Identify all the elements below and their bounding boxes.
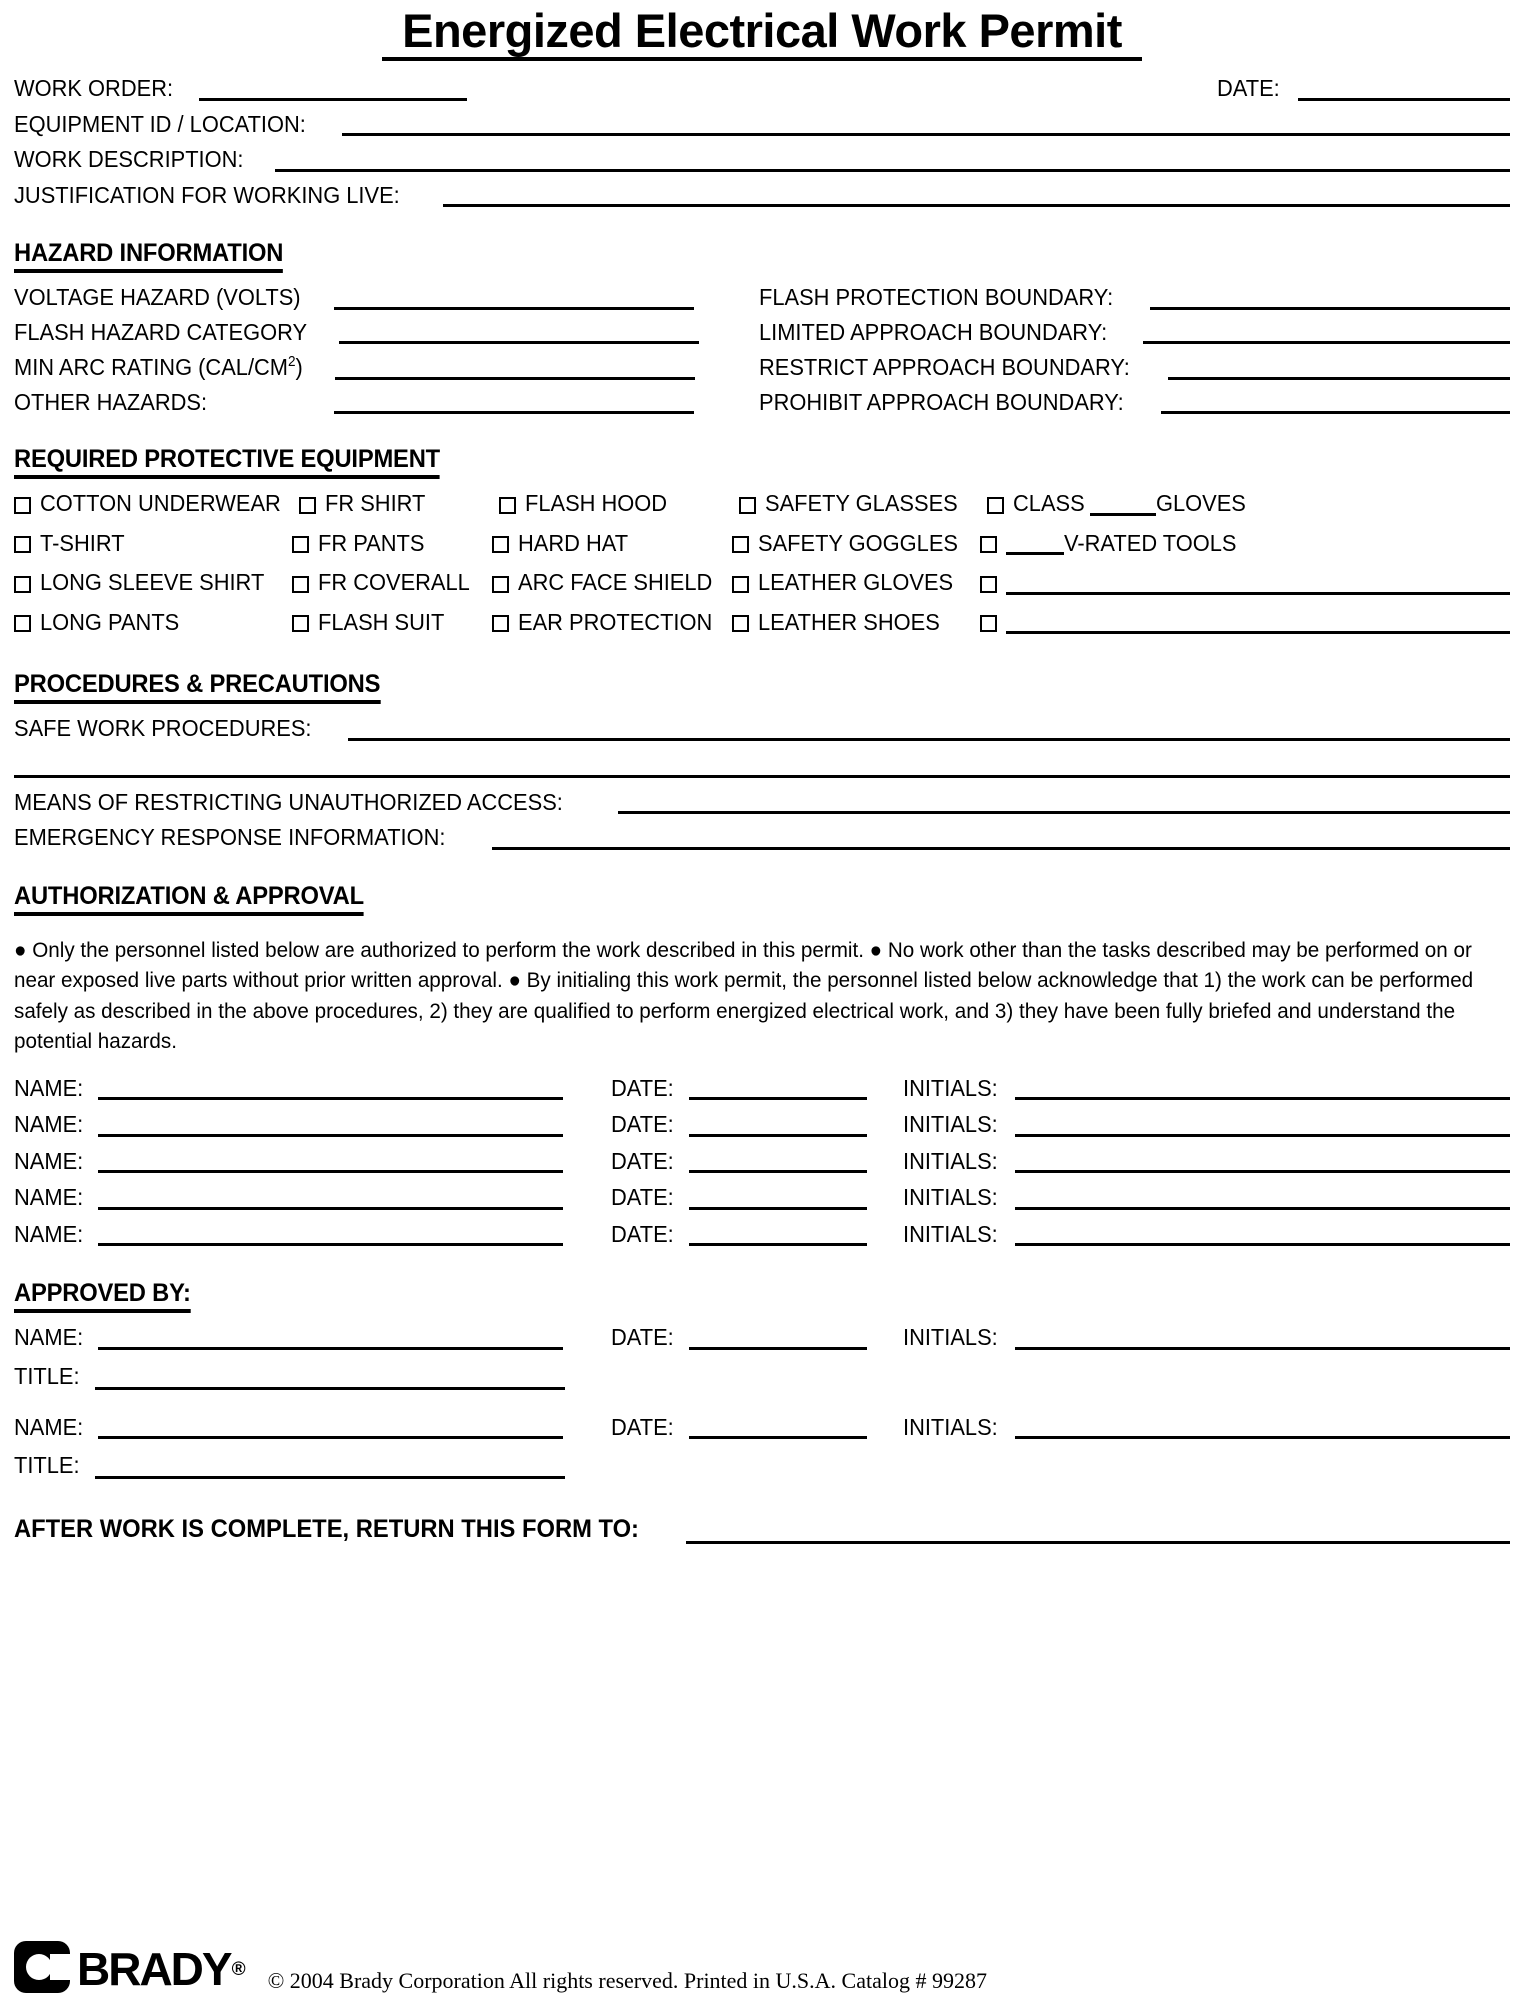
ppe-item-label: FR COVERALL: [318, 569, 470, 596]
name-label: NAME:: [14, 1220, 84, 1247]
ppe-item-label: T-SHIRT: [40, 529, 125, 556]
field-row-means-access: [14, 788, 1510, 815]
initials-label: INITIALS:: [902, 1220, 998, 1247]
voltage-hazard-input[interactable]: [334, 288, 694, 310]
field-row-equipment-id: [14, 110, 1510, 137]
ppe-row: [14, 571, 1510, 595]
hazard-left-min-arc: [14, 355, 759, 379]
hazard-right-limited-boundary: [759, 318, 1510, 345]
field-row-emergency-response: [14, 826, 1510, 850]
initials-label: INITIALS:: [902, 1184, 998, 1211]
emergency-response-input[interactable]: [492, 827, 1510, 850]
hazard-row-voltage: [14, 286, 1510, 310]
checkbox-icon[interactable]: [292, 536, 309, 553]
checkbox-icon[interactable]: [14, 576, 31, 593]
emergency-response-label: EMERGENCY RESPONSE INFORMATION:: [14, 824, 446, 851]
ppe-item-flash-suit[interactable]: [292, 608, 492, 635]
name-label: NAME:: [14, 1111, 84, 1138]
approver-title-label: TITLE:: [14, 1452, 80, 1479]
approver-date-input[interactable]: [689, 1417, 867, 1439]
date-input[interactable]: [689, 1115, 867, 1137]
ppe-item-label: ARC FACE SHIELD: [518, 569, 713, 596]
other-hazards-input[interactable]: [334, 392, 694, 414]
name-label: NAME:: [14, 1147, 84, 1174]
checkbox-icon[interactable]: [499, 497, 516, 514]
ppe-item-label: COTTON UNDERWEAR: [40, 490, 281, 517]
ppe-row: [14, 608, 1510, 635]
checkbox-icon[interactable]: [987, 497, 1004, 514]
min-arc-rating-input[interactable]: [335, 358, 695, 380]
name-input[interactable]: [98, 1078, 563, 1100]
min-arc-rating-label: [14, 355, 303, 379]
ppe-item-safety-glasses[interactable]: [739, 492, 987, 516]
approver-name-input[interactable]: [98, 1417, 563, 1439]
approver-name-input[interactable]: [98, 1328, 563, 1350]
hazard-left-voltage: [14, 286, 759, 310]
initials-input[interactable]: [1015, 1188, 1510, 1210]
date-label: DATE:: [611, 1147, 675, 1174]
checkbox-icon[interactable]: [14, 536, 31, 553]
ppe-item-label-suffix: GLOVES: [1156, 490, 1246, 517]
section-heading-hazard: HAZARD INFORMATION: [14, 239, 283, 273]
ppe-item-long-pants[interactable]: [14, 608, 292, 635]
ppe-item-long-sleeve-shirt[interactable]: [14, 571, 292, 595]
name-input[interactable]: [98, 1188, 563, 1210]
checkbox-icon[interactable]: [14, 615, 31, 632]
checkbox-icon[interactable]: [980, 615, 997, 632]
checkbox-icon[interactable]: [732, 615, 749, 632]
safe-work-procedures-input-line2[interactable]: [14, 753, 1510, 778]
ppe-grid: [14, 492, 1510, 634]
name-label: NAME:: [14, 1074, 84, 1101]
permit-document: [0, 6, 1524, 2006]
ppe-item-label: LEATHER GLOVES: [758, 569, 954, 596]
ppe-item-label: EAR PROTECTION: [518, 608, 713, 635]
justification-label: JUSTIFICATION FOR WORKING LIVE:: [14, 181, 400, 208]
equipment-id-input[interactable]: [342, 113, 1510, 136]
flash-protection-boundary-input[interactable]: [1150, 288, 1510, 310]
date-input[interactable]: [689, 1188, 867, 1210]
checkbox-icon[interactable]: [739, 497, 756, 514]
date-input[interactable]: [689, 1078, 867, 1100]
prohibit-approach-boundary-label: PROHIBIT APPROACH BOUNDARY:: [759, 388, 1124, 415]
ppe-item-fr-pants[interactable]: [292, 529, 492, 556]
approver-row: [14, 1413, 1510, 1440]
name-input[interactable]: [98, 1224, 563, 1246]
ppe-item-label: FLASH SUIT: [318, 608, 445, 635]
date-input[interactable]: [689, 1151, 867, 1173]
ppe-item-label: FLASH HOOD: [524, 490, 668, 517]
ppe-item-label: SAFETY GOGGLES: [758, 529, 958, 556]
hazard-left-flash-category: [14, 318, 759, 345]
ppe-item-hard-hat[interactable]: [492, 529, 732, 556]
approver-initials-label: INITIALS:: [902, 1413, 998, 1440]
ppe-item-arc-face-shield[interactable]: [492, 571, 732, 595]
checkbox-icon[interactable]: [732, 536, 749, 553]
checkbox-icon[interactable]: [980, 576, 997, 593]
approver-initials-input[interactable]: [1015, 1417, 1510, 1439]
approver-title-label: TITLE:: [14, 1362, 80, 1389]
means-restricting-access-label: MEANS OF RESTRICTING UNAUTHORIZED ACCESS:: [14, 788, 563, 815]
section-heading-approved-by: APPROVED BY:: [14, 1279, 191, 1313]
date-label: DATE:: [611, 1220, 675, 1247]
header-date-label: DATE:: [1216, 75, 1280, 102]
initials-label: INITIALS:: [902, 1147, 998, 1174]
restrict-approach-boundary-input[interactable]: [1168, 358, 1510, 380]
ppe-item-leather-shoes[interactable]: [732, 608, 980, 635]
min-arc-rating-text: MIN ARC RATING (CAL/CM: [14, 354, 289, 381]
approver-date-input[interactable]: [689, 1328, 867, 1350]
name-label: NAME:: [14, 1184, 84, 1211]
after-work-return-input[interactable]: [686, 1521, 1510, 1544]
date-label: DATE:: [611, 1074, 675, 1101]
ppe-custom-input[interactable]: [1006, 573, 1510, 595]
footer: [14, 1941, 987, 1998]
approver-title-input[interactable]: [95, 1368, 565, 1390]
initials-label: INITIALS:: [902, 1111, 998, 1138]
ppe-item-t-shirt[interactable]: [14, 529, 292, 556]
date-input[interactable]: [689, 1224, 867, 1246]
ppe-item-custom-1[interactable]: [980, 573, 1510, 595]
authorization-person-row: [14, 1113, 1510, 1137]
brady-logo: [14, 1941, 246, 1998]
field-row-safe-work-procedures: [14, 717, 1510, 741]
field-row-justification: [14, 181, 1510, 208]
approver-date-label: DATE:: [611, 1324, 675, 1351]
initials-label: INITIALS:: [902, 1074, 998, 1101]
ppe-item-label: LONG SLEEVE SHIRT: [40, 569, 265, 596]
work-description-label: WORK DESCRIPTION:: [14, 146, 244, 173]
limited-approach-boundary-label: LIMITED APPROACH BOUNDARY:: [759, 318, 1108, 345]
approver-name-label: NAME:: [14, 1324, 84, 1351]
section-heading-procedures: PROCEDURES & PRECAUTIONS: [14, 670, 380, 704]
initials-input[interactable]: [1015, 1078, 1510, 1100]
authorization-paragraph: ● Only the personnel listed below are authorized to perform the work described in this permit. ● No work other than the tasks described may be performed on or near exposed live parts without prior written approval. ● By initialing this work permit, the personnel listed below acknowledge that 1) the work can be performed safely as described in the above procedures, 2) they are qualified to perform energized electrical work, and 3) they have been fully briefed and understand the potential hazards.: [14, 937, 1474, 1054]
after-work-return-row: [14, 1515, 1510, 1544]
copyright-text: © 2004 Brady Corporation All rights reserved. Printed in U.S.A. Catalog # 99287: [267, 1968, 987, 1993]
name-input[interactable]: [98, 1151, 563, 1173]
glove-class-input[interactable]: [1090, 496, 1156, 516]
ppe-row: [14, 529, 1510, 556]
ppe-item-custom-2[interactable]: [980, 612, 1510, 634]
checkbox-icon[interactable]: [292, 576, 309, 593]
authorization-person-row: [14, 1220, 1510, 1247]
approver-initials-label: INITIALS:: [902, 1324, 998, 1351]
ppe-item-ear-protection[interactable]: [492, 608, 732, 635]
ppe-item-cotton-underwear[interactable]: [14, 492, 299, 516]
ppe-item-class-gloves[interactable]: [987, 492, 1510, 516]
ppe-item-v-rated-tools[interactable]: [980, 529, 1510, 556]
approver-date-label: DATE:: [611, 1413, 675, 1440]
hazard-right-prohibit-boundary: [759, 388, 1510, 415]
hazard-row-flash-category: [14, 318, 1510, 345]
voltage-hazard-label: VOLTAGE HAZARD (VOLTS): [14, 284, 301, 311]
registered-trademark-icon: ®: [231, 1958, 246, 1980]
header-date-input[interactable]: [1298, 78, 1510, 101]
approver-title-row: [14, 1452, 1510, 1479]
checkbox-icon[interactable]: [492, 615, 509, 632]
hazard-grid: [14, 286, 1510, 414]
ppe-item-label: V-RATED TOOLS: [1064, 529, 1237, 556]
means-restricting-access-input[interactable]: [618, 791, 1510, 814]
approver-title-row: [14, 1363, 1510, 1390]
checkbox-icon[interactable]: [732, 576, 749, 593]
title-underline: [382, 57, 1142, 61]
hazard-row-min-arc-rating: [14, 355, 1510, 379]
ppe-item-fr-shirt[interactable]: [299, 492, 499, 516]
approver-title-input[interactable]: [95, 1457, 565, 1479]
checkbox-icon[interactable]: [299, 497, 316, 514]
ppe-item-label: LEATHER SHOES: [758, 608, 940, 635]
approver-row: [14, 1326, 1510, 1350]
date-label: DATE:: [611, 1111, 675, 1138]
hazard-right-flash-boundary: [759, 286, 1510, 310]
prohibit-approach-boundary-input[interactable]: [1161, 392, 1510, 414]
name-input[interactable]: [98, 1115, 563, 1137]
authorization-person-row: [14, 1186, 1510, 1210]
ppe-item-safety-goggles[interactable]: [732, 529, 980, 556]
restrict-approach-boundary-label: RESTRICT APPROACH BOUNDARY:: [759, 354, 1130, 381]
initials-input[interactable]: [1015, 1224, 1510, 1246]
approver-initials-input[interactable]: [1015, 1328, 1510, 1350]
equipment-id-label: EQUIPMENT ID / LOCATION:: [14, 110, 306, 137]
section-heading-authorization: AUTHORIZATION & APPROVAL: [14, 882, 364, 916]
initials-input[interactable]: [1015, 1151, 1510, 1173]
hazard-right-restrict-boundary: [759, 356, 1510, 380]
ppe-item-label: FR PANTS: [318, 529, 425, 556]
hazard-row-other-hazards: [14, 388, 1510, 415]
initials-input[interactable]: [1015, 1115, 1510, 1137]
page-title: Energized Electrical Work Permit: [402, 4, 1122, 57]
checkbox-icon[interactable]: [14, 497, 31, 514]
flash-hazard-category-input[interactable]: [339, 322, 699, 344]
authorization-person-row: [14, 1147, 1510, 1174]
approver-name-label: NAME:: [14, 1413, 84, 1440]
checkbox-icon[interactable]: [492, 576, 509, 593]
work-order-input[interactable]: [199, 78, 467, 101]
brady-logo-mark-icon: [14, 1941, 70, 1998]
ppe-item-leather-gloves[interactable]: [732, 571, 980, 595]
flash-protection-boundary-label: FLASH PROTECTION BOUNDARY:: [759, 284, 1114, 311]
field-row-work-order: [14, 77, 1510, 101]
flash-hazard-category-label: FLASH HAZARD CATEGORY: [14, 318, 308, 345]
ppe-custom-input[interactable]: [1006, 612, 1510, 634]
other-hazards-label: OTHER HAZARDS:: [14, 388, 208, 415]
ppe-item-label: SAFETY GLASSES: [764, 490, 958, 517]
ppe-item-label: CLASS: [1012, 490, 1085, 517]
safe-work-procedures-input[interactable]: [348, 718, 1510, 741]
limited-approach-boundary-input[interactable]: [1143, 322, 1510, 344]
ppe-item-label: HARD HAT: [518, 529, 629, 556]
work-description-input[interactable]: [275, 149, 1510, 172]
date-label: DATE:: [611, 1184, 675, 1211]
field-row-work-description: [14, 148, 1510, 172]
checkbox-icon[interactable]: [980, 536, 997, 553]
ppe-row: [14, 492, 1510, 516]
safe-work-procedures-label: SAFE WORK PROCEDURES:: [14, 715, 312, 742]
after-work-return-label: AFTER WORK IS COMPLETE, RETURN THIS FORM TO:: [14, 1515, 639, 1544]
work-order-label: WORK ORDER:: [14, 75, 174, 102]
ppe-item-label: FR SHIRT: [324, 490, 426, 517]
ppe-item-flash-hood[interactable]: [499, 492, 739, 516]
brady-wordmark: BRADY: [77, 1942, 231, 1995]
v-rating-input[interactable]: [1006, 535, 1064, 555]
ppe-item-fr-coverall[interactable]: [292, 571, 492, 595]
checkbox-icon[interactable]: [292, 615, 309, 632]
justification-input[interactable]: [443, 184, 1510, 207]
ppe-item-label: LONG PANTS: [40, 608, 180, 635]
min-arc-rating-superscript: 2: [288, 354, 296, 371]
min-arc-rating-tail: ): [295, 354, 303, 381]
authorization-person-row: [14, 1074, 1510, 1101]
hazard-left-other: [14, 388, 759, 415]
section-heading-ppe: REQUIRED PROTECTIVE EQUIPMENT: [14, 445, 440, 479]
checkbox-icon[interactable]: [492, 536, 509, 553]
